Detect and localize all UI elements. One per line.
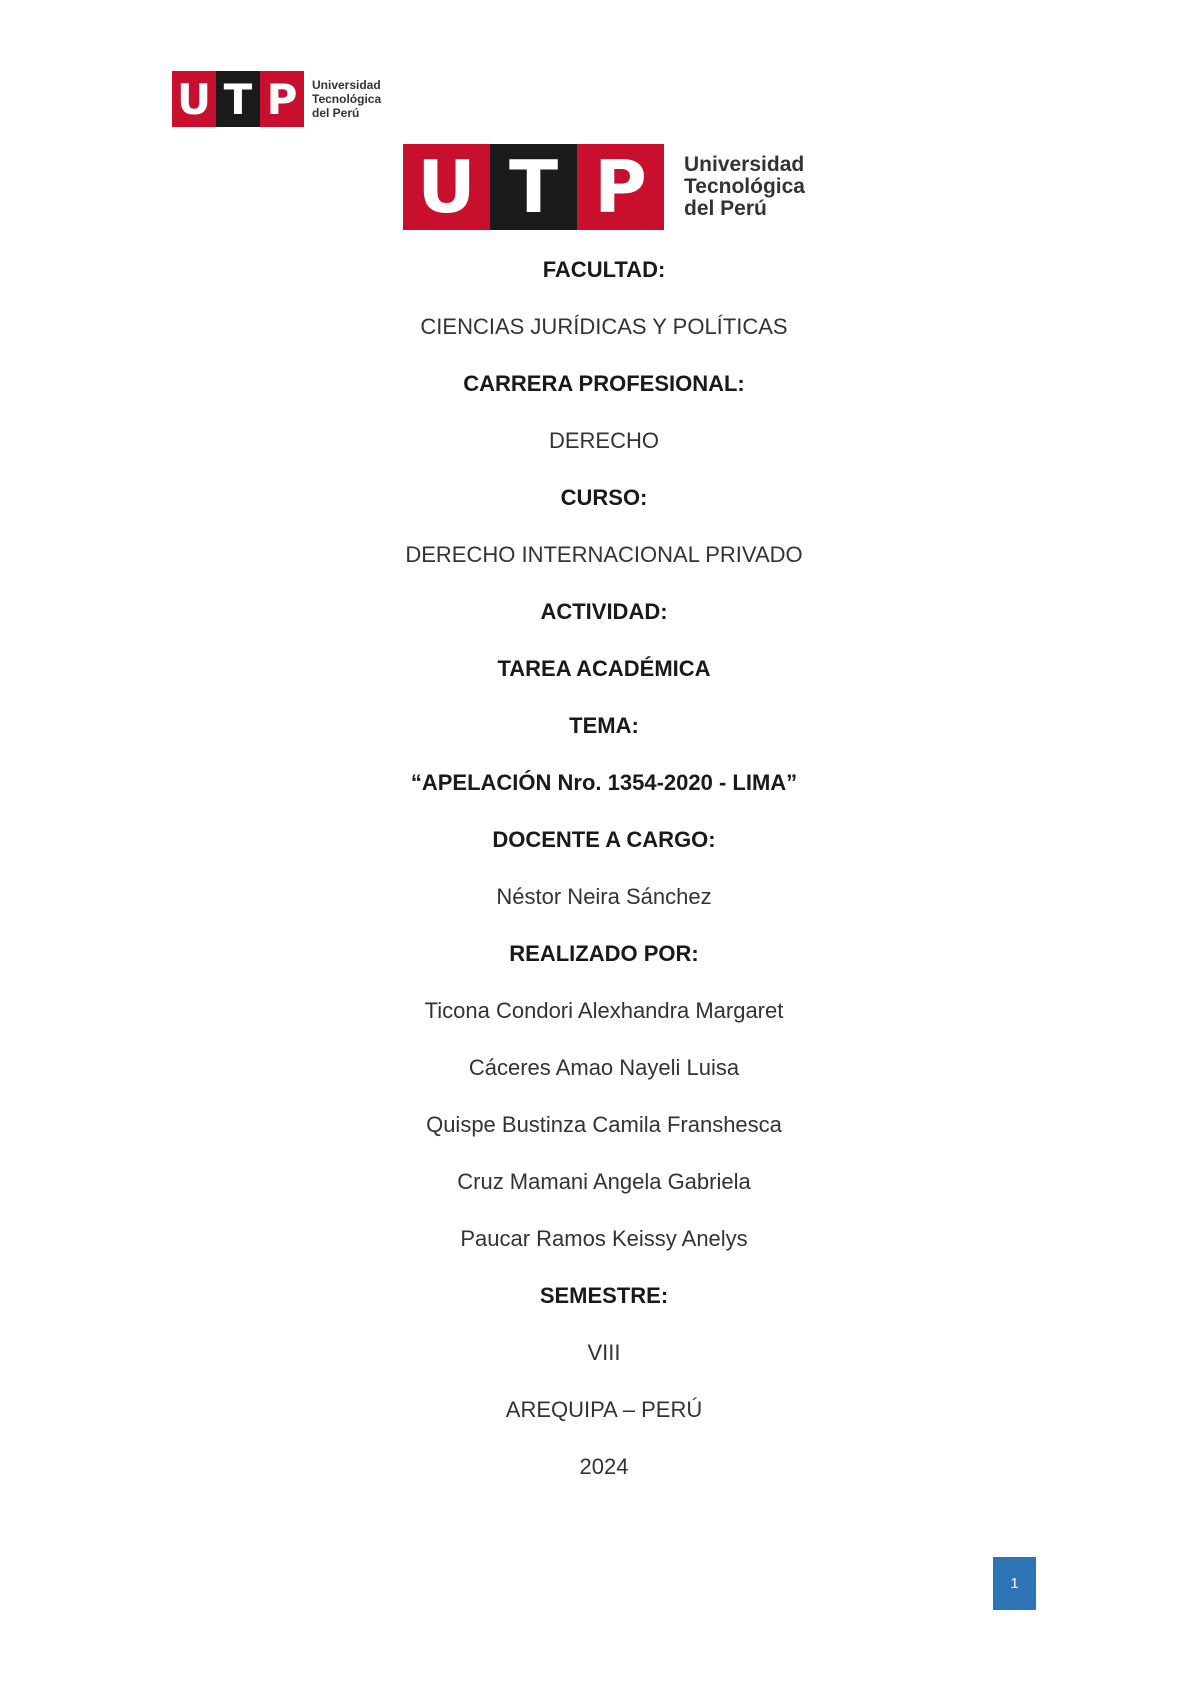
course-value: DERECHO INTERNACIONAL PRIVADO: [405, 542, 803, 567]
teacher-value: Néstor Neira Sánchez: [496, 884, 712, 909]
logo-wordmark: [312, 78, 381, 120]
author-name: Cruz Mamani Angela Gabriela: [457, 1169, 751, 1194]
logo-wordmark-line: Universidad: [684, 153, 805, 176]
topic-value: “APELACIÓN Nro. 1354-2020 - LIMA”: [410, 770, 798, 795]
career-value: DERECHO: [548, 428, 659, 453]
faculty-value: CIENCIAS JURÍDICAS Y POLÍTICAS: [420, 314, 788, 339]
logo-letter-p: P: [577, 144, 664, 230]
logo-wordmark-line: del Perú: [312, 106, 360, 120]
career-label: CARRERA PROFESIONAL:: [463, 371, 745, 396]
author-name: Paucar Ramos Keissy Anelys: [460, 1226, 748, 1251]
logo-letter-p: P: [260, 71, 304, 127]
teacher-label: DOCENTE A CARGO:: [492, 827, 716, 852]
logo-letter-t: T: [216, 71, 260, 127]
year: 2024: [579, 1454, 629, 1479]
location: AREQUIPA – PERÚ: [505, 1397, 703, 1422]
logo-wordmark-line: Universidad: [312, 78, 381, 92]
main-logo: [403, 144, 805, 230]
faculty-label: FACULTAD:: [542, 257, 666, 282]
activity-value: TAREA ACADÉMICA: [497, 656, 711, 681]
author-name: Quispe Bustinza Camila Franshesca: [426, 1112, 782, 1137]
logo-wordmark-line: Tecnológica: [312, 92, 382, 106]
logo-wordmark-line: del Perú: [684, 197, 767, 220]
logo-letter-u: U: [403, 144, 490, 230]
cover-content: [0, 252, 1200, 1506]
header-logo: [172, 71, 381, 127]
author-name: Ticona Condori Alexhandra Margaret: [424, 998, 784, 1023]
semester-label: SEMESTRE:: [539, 1283, 669, 1308]
logo-letter-u: U: [172, 71, 216, 127]
semester-value: VIII: [587, 1340, 621, 1365]
logo-wordmark: [684, 154, 805, 220]
authors-label: REALIZADO POR:: [509, 941, 699, 966]
logo-wordmark-line: Tecnológica: [684, 175, 805, 198]
author-name: Cáceres Amao Nayeli Luisa: [468, 1055, 740, 1080]
page-number-badge: 1: [993, 1557, 1036, 1610]
course-label: CURSO:: [560, 485, 648, 510]
logo-letter-t: T: [490, 144, 577, 230]
topic-label: TEMA:: [569, 713, 639, 738]
activity-label: ACTIVIDAD:: [540, 599, 668, 624]
